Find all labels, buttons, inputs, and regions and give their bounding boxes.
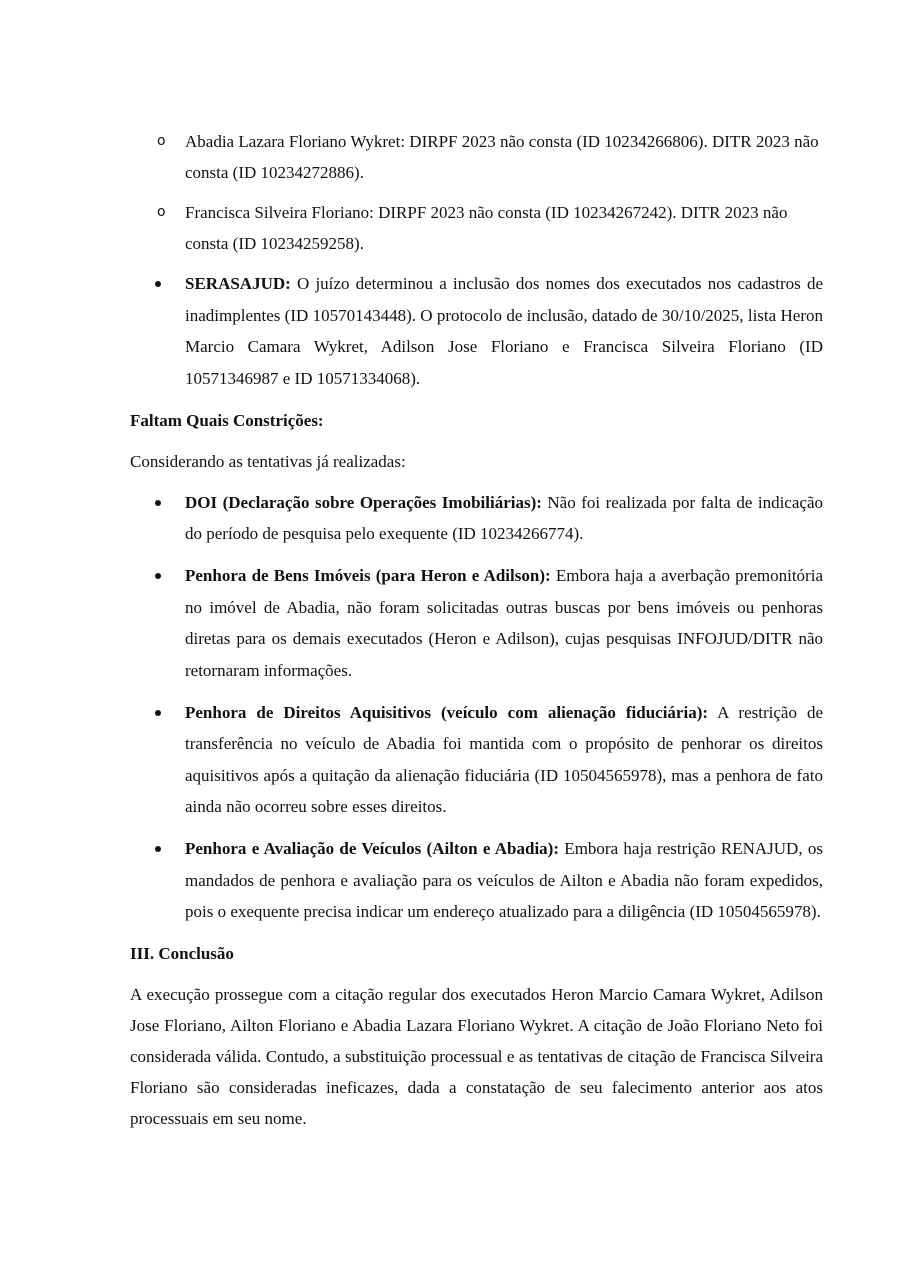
item-label: Penhora de Bens Imóveis (para Heron e Adilson): (185, 566, 551, 585)
bullet-icon (155, 500, 161, 506)
serasajud-list (130, 268, 823, 394)
sub-item-text: Abadia Lazara Floriano Wykret: DIRPF 2023 não consta (ID 10234266806). DITR 2023 não consta (ID 10234272886). (185, 132, 819, 182)
item-text: O juízo determinou a inclusão dos nomes dos executados nos cadastros de inadimplentes (ID 10570143448). O protocolo de inclusão, datado de 30/10/2025, lista Heron Marcio Camara Wykret, Adilson Jose Floriano e Francisca Silveira Floriano (ID 10571346987 e ID 10571334068). (185, 274, 823, 388)
bullet-icon (155, 710, 161, 716)
list-item-direitos-aquisitivos (185, 697, 823, 823)
document-page (130, 126, 823, 1144)
item-label: Penhora de Direitos Aquisitivos (veículo com alienação fiduciária): (185, 702, 709, 722)
list-item-veiculos (185, 833, 823, 928)
conclusao-paragraph: A execução prossegue com a citação regular dos executados Heron Marcio Camara Wykret, Adilson Jose Floriano, Ailton Floriano e Abadia Lazara Floriano Wykret. A citação de João Floriano Neto foi considerada válida. Contudo, a substituição processual e as tentativas de citação de Francisca Silveira Floriano são consideradas ineficazes, dada a constatação de seu falecimento anterior aos atos processuais em seu nome. (130, 985, 823, 1128)
item-text: Embora haja restrição RENAJUD, os mandados de penhora e avaliação para os veículos de Ailton e Abadia não foram expedidos, pois o exequente precisa indicar um endereço atualizado para a diligência (ID 10504565978). (185, 839, 823, 921)
hollow-bullet-icon: o (157, 133, 166, 149)
sub-list-item (157, 197, 823, 259)
bullet-icon (155, 846, 161, 852)
item-label: DOI (Declaração sobre Operações Imobiliárias): (185, 492, 542, 512)
item-text: Embora haja a averbação premonitória no imóvel de Abadia, não foram solicitadas outras buscas por bens imóveis ou penhoras diretas para os demais executados (Heron e Adilson), cujas pesquisas INFOJUD/DITR não retornaram informações. (185, 566, 823, 680)
item-label: Penhora e Avaliação de Veículos (Ailton e Abadia): (185, 839, 559, 858)
sub-item-text: Francisca Silveira Floriano: DIRPF 2023 não consta (ID 10234267242). DITR 2023 não consta (ID 10234259258). (185, 203, 788, 253)
item-label: SERASAJUD: (185, 274, 291, 293)
item-text: Não foi realizada por falta de indicação do período de pesquisa pelo exequente (ID 10234266774). (185, 492, 823, 543)
infojud-sub-list (130, 126, 823, 259)
list-item-bens-imoveis (185, 560, 823, 686)
sub-list-item (157, 126, 823, 188)
conclusao-heading: III. Conclusão (130, 944, 234, 963)
considerando-paragraph: Considerando as tentativas já realizadas: (130, 451, 406, 471)
hollow-bullet-icon: o (157, 204, 166, 220)
faltam-list (130, 487, 823, 928)
bullet-icon (155, 281, 161, 287)
list-item-doi (185, 487, 823, 550)
bullet-icon (155, 573, 161, 579)
faltam-heading: Faltam Quais Constrições: (130, 410, 324, 430)
list-item-serasajud (185, 268, 823, 394)
item-text: A restrição de transferência no veículo de Abadia foi mantida com o propósito de penhorar os direitos aquisitivos após a quitação da alienação fiduciária (ID 10504565978), mas a penhora de fato ainda não ocorreu sobre esses direitos. (185, 702, 823, 816)
